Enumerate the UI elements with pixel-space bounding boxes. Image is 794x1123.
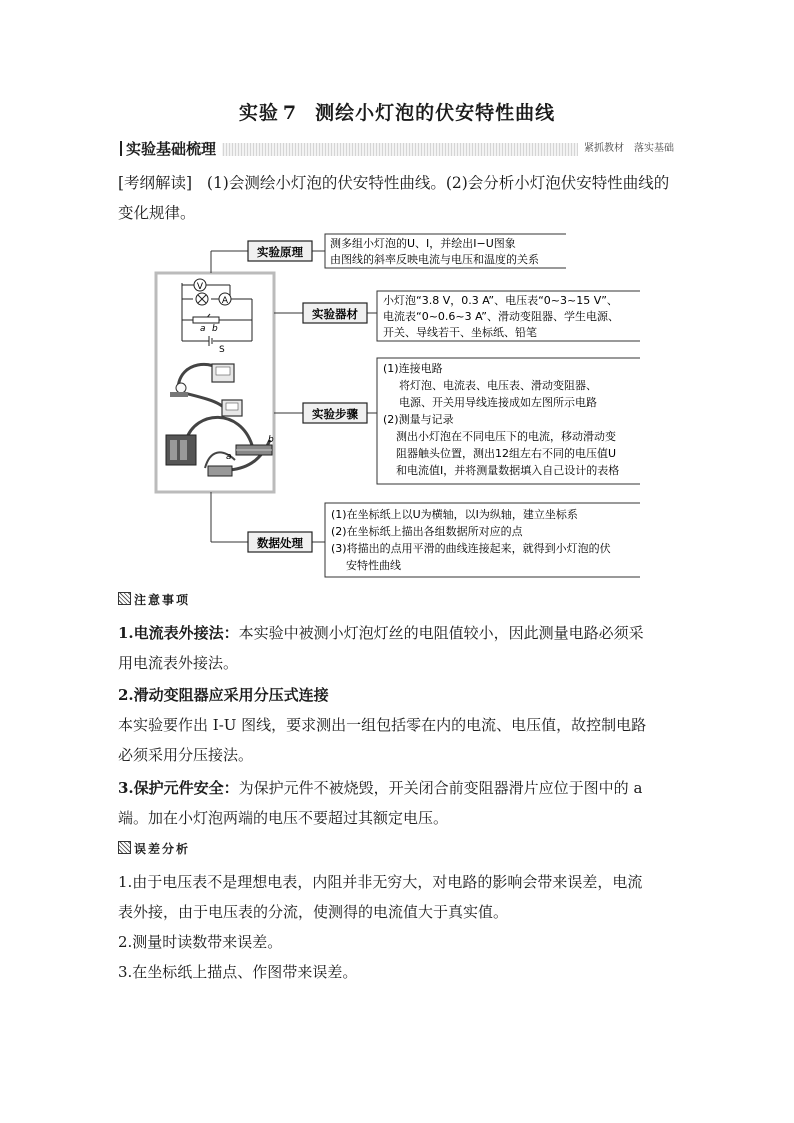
errors-heading [118, 840, 190, 857]
steps-line-6: 阻器触头位置，测出12组左右不同的电压值U [396, 447, 617, 460]
notes-item-2-text1: 本实验要作出 I-U 图线，要求测出一组包括零在内的电流、电压值，故控制电路 [118, 716, 647, 734]
steps-line-5: 测出小灯泡在不同电压下的电流，移动滑动变 [396, 430, 616, 443]
notes-item-2 [118, 680, 678, 770]
title-number: 7 [282, 102, 298, 124]
box-steps-label: 实验步骤 [312, 407, 358, 421]
box-principle-label: 实验原理 [257, 245, 303, 259]
photo-label-a: a [226, 452, 232, 462]
errors-item-1-line2: 表外接，由于电压表的分流，使测得的电流值大于真实值。 [118, 903, 509, 921]
rheostat-symbol [193, 317, 219, 323]
notes-item-1-text2: 用电流表外接法。 [118, 654, 239, 672]
notes-heading-text: 注意事项 [134, 593, 191, 607]
notes-item-2-text2: 必须采用分压接法。 [118, 746, 254, 764]
notes-item-1 [118, 618, 678, 678]
outline-line1: (1)会测绘小灯泡的伏安特性曲线。(2)会分析小灯泡伏安特性曲线的 [206, 174, 670, 192]
title-main: 实验 [238, 102, 279, 124]
notes-item-1-text1: 本实验中被测小灯泡灯丝的电阻值较小，因此测量电路必须采 [238, 624, 644, 642]
errors-heading-text: 误差分析 [134, 842, 191, 856]
steps-line-2: 将灯泡、电流表、电压表、滑动变阻器、 [399, 379, 597, 392]
banner-tag: 紧抓教材 落实基础 [578, 142, 676, 156]
errors-item-1-line1: 1.由于电压表不是理想电表，内阻并非无穷大，对电路的影响会带来误差，电流 [118, 873, 643, 891]
slider-label-a: a [200, 324, 206, 334]
bulb-photo [176, 383, 186, 393]
notes-heading-mark [118, 592, 131, 605]
data-line-4: 安特性曲线 [346, 559, 401, 572]
slider-label-b: b [212, 324, 218, 334]
steps-line-3: 电源、开关用导线连接成如左图所示电路 [399, 396, 597, 409]
voltmeter-letter: V [196, 282, 204, 292]
notes-item-1-lead: 1.电流表外接法： [118, 624, 239, 642]
outline-line2: 变化规律。 [118, 204, 196, 222]
steps-line-1: (1)连接电路 [383, 362, 443, 375]
title-subtitle: 测绘小灯泡的伏安特性曲线 [315, 102, 556, 124]
equipment-line-2: 电流表“0~0.6~3 A”、滑动变阻器、学生电源、 [383, 310, 619, 323]
errors-item-2: 2.测量时读数带来误差。 [118, 933, 283, 951]
steps-line-4: (2)测量与记录 [383, 413, 454, 426]
notes-heading [118, 591, 190, 608]
data-line-2: (2)在坐标纸上描出各组数据所对应的点 [331, 525, 523, 538]
errors-item-3: 3.在坐标纸上描点、作图带来误差。 [118, 963, 358, 981]
equipment-line-1: 小灯泡“3.8 V，0.3 A”、电压表“0~3~15 V”、 [383, 294, 618, 307]
outline-label: [考纲解读] [118, 174, 193, 192]
notes-item-3-text2: 端。加在小灯泡两端的电压不要超过其额定电压。 [118, 809, 449, 827]
notes-item-3-text1: 为保护元件不被烧毁，开关闭合前变阻器滑片应位于图中的 a [238, 779, 643, 797]
equipment-line-3: 开关、导线若干、坐标纸、铅笔 [383, 326, 537, 339]
box-equipment-label: 实验器材 [312, 307, 358, 321]
switch-label: S [219, 345, 225, 355]
principle-line-1: 测多组小灯泡的U、I，并绘出I−U图象 [330, 237, 516, 250]
box-data-label: 数据处理 [257, 536, 303, 550]
photo-label-b: b [268, 435, 274, 445]
ammeter-letter: A [221, 296, 229, 306]
notes-item-3 [118, 773, 678, 833]
errors-list [118, 867, 678, 987]
data-line-3: (3)将描出的点用平滑的曲线连接起来，就得到小灯泡的伏 [331, 542, 611, 555]
notes-item-3-lead: 3.保护元件安全： [118, 779, 239, 797]
errors-heading-mark [118, 841, 131, 854]
steps-line-7: 和电流值I，并将测量数据填入自己设计的表格 [396, 464, 620, 477]
principle-line-2: 由图线的斜率反映电流与电压和温度的关系 [330, 253, 539, 266]
banner-label-text: 实验基础梳理 [126, 140, 217, 158]
switch-photo [208, 466, 232, 476]
data-line-1: (1)在坐标纸上以U为横轴，以I为纵轴，建立坐标系 [331, 508, 578, 521]
notes-item-2-lead: 2.滑动变阻器应采用分压式连接 [118, 686, 329, 704]
